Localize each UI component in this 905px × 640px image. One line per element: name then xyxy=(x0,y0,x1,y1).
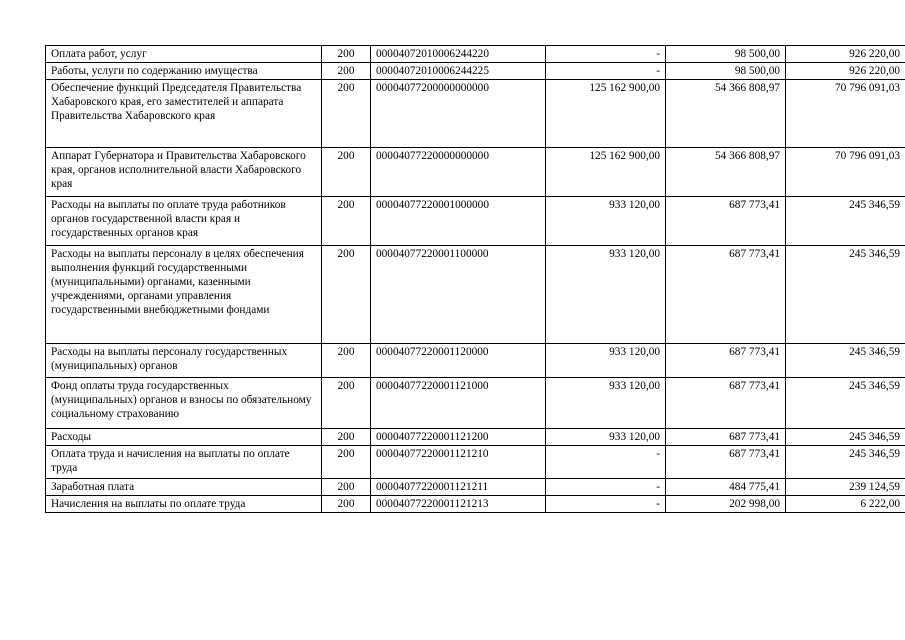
row-kbk-cell: 00004077220001121000 xyxy=(371,378,546,429)
table-row xyxy=(46,246,905,344)
row-unexecuted-cell: 245 346,59 xyxy=(786,446,905,479)
row-name-cell: Оплата труда и начисления на выплаты по оплате труда xyxy=(46,446,322,479)
table-row xyxy=(46,479,905,496)
table-row xyxy=(46,63,905,80)
table-row xyxy=(46,46,905,63)
row-code-cell: 200 xyxy=(322,63,371,80)
row-kbk-cell: 00004077220001100000 xyxy=(371,246,546,344)
row-unexecuted-cell: 245 346,59 xyxy=(786,344,905,378)
budget-table xyxy=(45,45,905,513)
row-unexecuted-cell: 239 124,59 xyxy=(786,479,905,496)
row-approved-cell: - xyxy=(546,496,666,513)
row-code-cell: 200 xyxy=(322,148,371,197)
row-kbk-cell: 00004077200000000000 xyxy=(371,80,546,148)
row-unexecuted-cell: 245 346,59 xyxy=(786,378,905,429)
row-executed-cell: 202 998,00 xyxy=(666,496,786,513)
row-code-cell: 200 xyxy=(322,496,371,513)
row-approved-cell: - xyxy=(546,446,666,479)
row-unexecuted-cell: 245 346,59 xyxy=(786,197,905,246)
row-executed-cell: 687 773,41 xyxy=(666,344,786,378)
row-unexecuted-cell: 926 220,00 xyxy=(786,46,905,63)
row-approved-cell: 933 120,00 xyxy=(546,344,666,378)
row-approved-cell: 125 162 900,00 xyxy=(546,80,666,148)
row-kbk-cell: 00004072010006244225 xyxy=(371,63,546,80)
row-approved-cell: 933 120,00 xyxy=(546,246,666,344)
table-row xyxy=(46,344,905,378)
row-name-cell: Расходы на выплаты по оплате труда работников органов государственной власти края и государственных органов края xyxy=(46,197,322,246)
table-row xyxy=(46,429,905,446)
row-approved-cell: - xyxy=(546,63,666,80)
table-row xyxy=(46,148,905,197)
row-approved-cell: 933 120,00 xyxy=(546,378,666,429)
row-unexecuted-cell: 70 796 091,03 xyxy=(786,148,905,197)
row-executed-cell: 687 773,41 xyxy=(666,246,786,344)
row-unexecuted-cell: 6 222,00 xyxy=(786,496,905,513)
row-name-cell: Обеспечение функций Председателя Правительства Хабаровского края, его заместителей и аппарата Правительства Хабаровского края xyxy=(46,80,322,148)
row-approved-cell: 933 120,00 xyxy=(546,197,666,246)
row-name-cell: Расходы на выплаты персоналу в целях обеспечения выполнения функций государственными (муниципальными) органами, казенными учреждениями, органами управления государственными внебюджетными фондами xyxy=(46,246,322,344)
row-executed-cell: 687 773,41 xyxy=(666,446,786,479)
row-kbk-cell: 00004077220001000000 xyxy=(371,197,546,246)
row-kbk-cell: 00004077220001121210 xyxy=(371,446,546,479)
row-name-cell: Аппарат Губернатора и Правительства Хабаровского края, органов исполнительной власти Хабаровского края xyxy=(46,148,322,197)
row-unexecuted-cell: 245 346,59 xyxy=(786,429,905,446)
table-row xyxy=(46,446,905,479)
row-kbk-cell: 00004077220000000000 xyxy=(371,148,546,197)
table-row xyxy=(46,496,905,513)
row-kbk-cell: 00004077220001120000 xyxy=(371,344,546,378)
row-unexecuted-cell: 70 796 091,03 xyxy=(786,80,905,148)
row-executed-cell: 687 773,41 xyxy=(666,429,786,446)
row-kbk-cell: 00004077220001121213 xyxy=(371,496,546,513)
table-row xyxy=(46,80,905,148)
row-executed-cell: 54 366 808,97 xyxy=(666,80,786,148)
row-code-cell: 200 xyxy=(322,479,371,496)
row-name-cell: Оплата работ, услуг xyxy=(46,46,322,63)
row-unexecuted-cell: 926 220,00 xyxy=(786,63,905,80)
row-name-cell: Расходы на выплаты персоналу государственных (муниципальных) органов xyxy=(46,344,322,378)
row-executed-cell: 54 366 808,97 xyxy=(666,148,786,197)
row-approved-cell: 125 162 900,00 xyxy=(546,148,666,197)
row-unexecuted-cell: 245 346,59 xyxy=(786,246,905,344)
row-name-cell: Начисления на выплаты по оплате труда xyxy=(46,496,322,513)
row-kbk-cell: 00004077220001121211 xyxy=(371,479,546,496)
row-code-cell: 200 xyxy=(322,80,371,148)
row-approved-cell: - xyxy=(546,46,666,63)
row-executed-cell: 687 773,41 xyxy=(666,378,786,429)
row-name-cell: Расходы xyxy=(46,429,322,446)
row-kbk-cell: 00004077220001121200 xyxy=(371,429,546,446)
row-code-cell: 200 xyxy=(322,446,371,479)
table-row xyxy=(46,378,905,429)
row-name-cell: Фонд оплаты труда государственных (муниципальных) органов и взносы по обязательному социальному страхованию xyxy=(46,378,322,429)
row-executed-cell: 484 775,41 xyxy=(666,479,786,496)
row-code-cell: 200 xyxy=(322,429,371,446)
row-code-cell: 200 xyxy=(322,197,371,246)
table-row xyxy=(46,197,905,246)
row-code-cell: 200 xyxy=(322,246,371,344)
row-approved-cell: - xyxy=(546,479,666,496)
row-executed-cell: 98 500,00 xyxy=(666,63,786,80)
row-name-cell: Заработная плата xyxy=(46,479,322,496)
row-code-cell: 200 xyxy=(322,378,371,429)
row-code-cell: 200 xyxy=(322,344,371,378)
row-executed-cell: 98 500,00 xyxy=(666,46,786,63)
row-code-cell: 200 xyxy=(322,46,371,63)
row-name-cell: Работы, услуги по содержанию имущества xyxy=(46,63,322,80)
row-kbk-cell: 00004072010006244220 xyxy=(371,46,546,63)
row-executed-cell: 687 773,41 xyxy=(666,197,786,246)
row-approved-cell: 933 120,00 xyxy=(546,429,666,446)
